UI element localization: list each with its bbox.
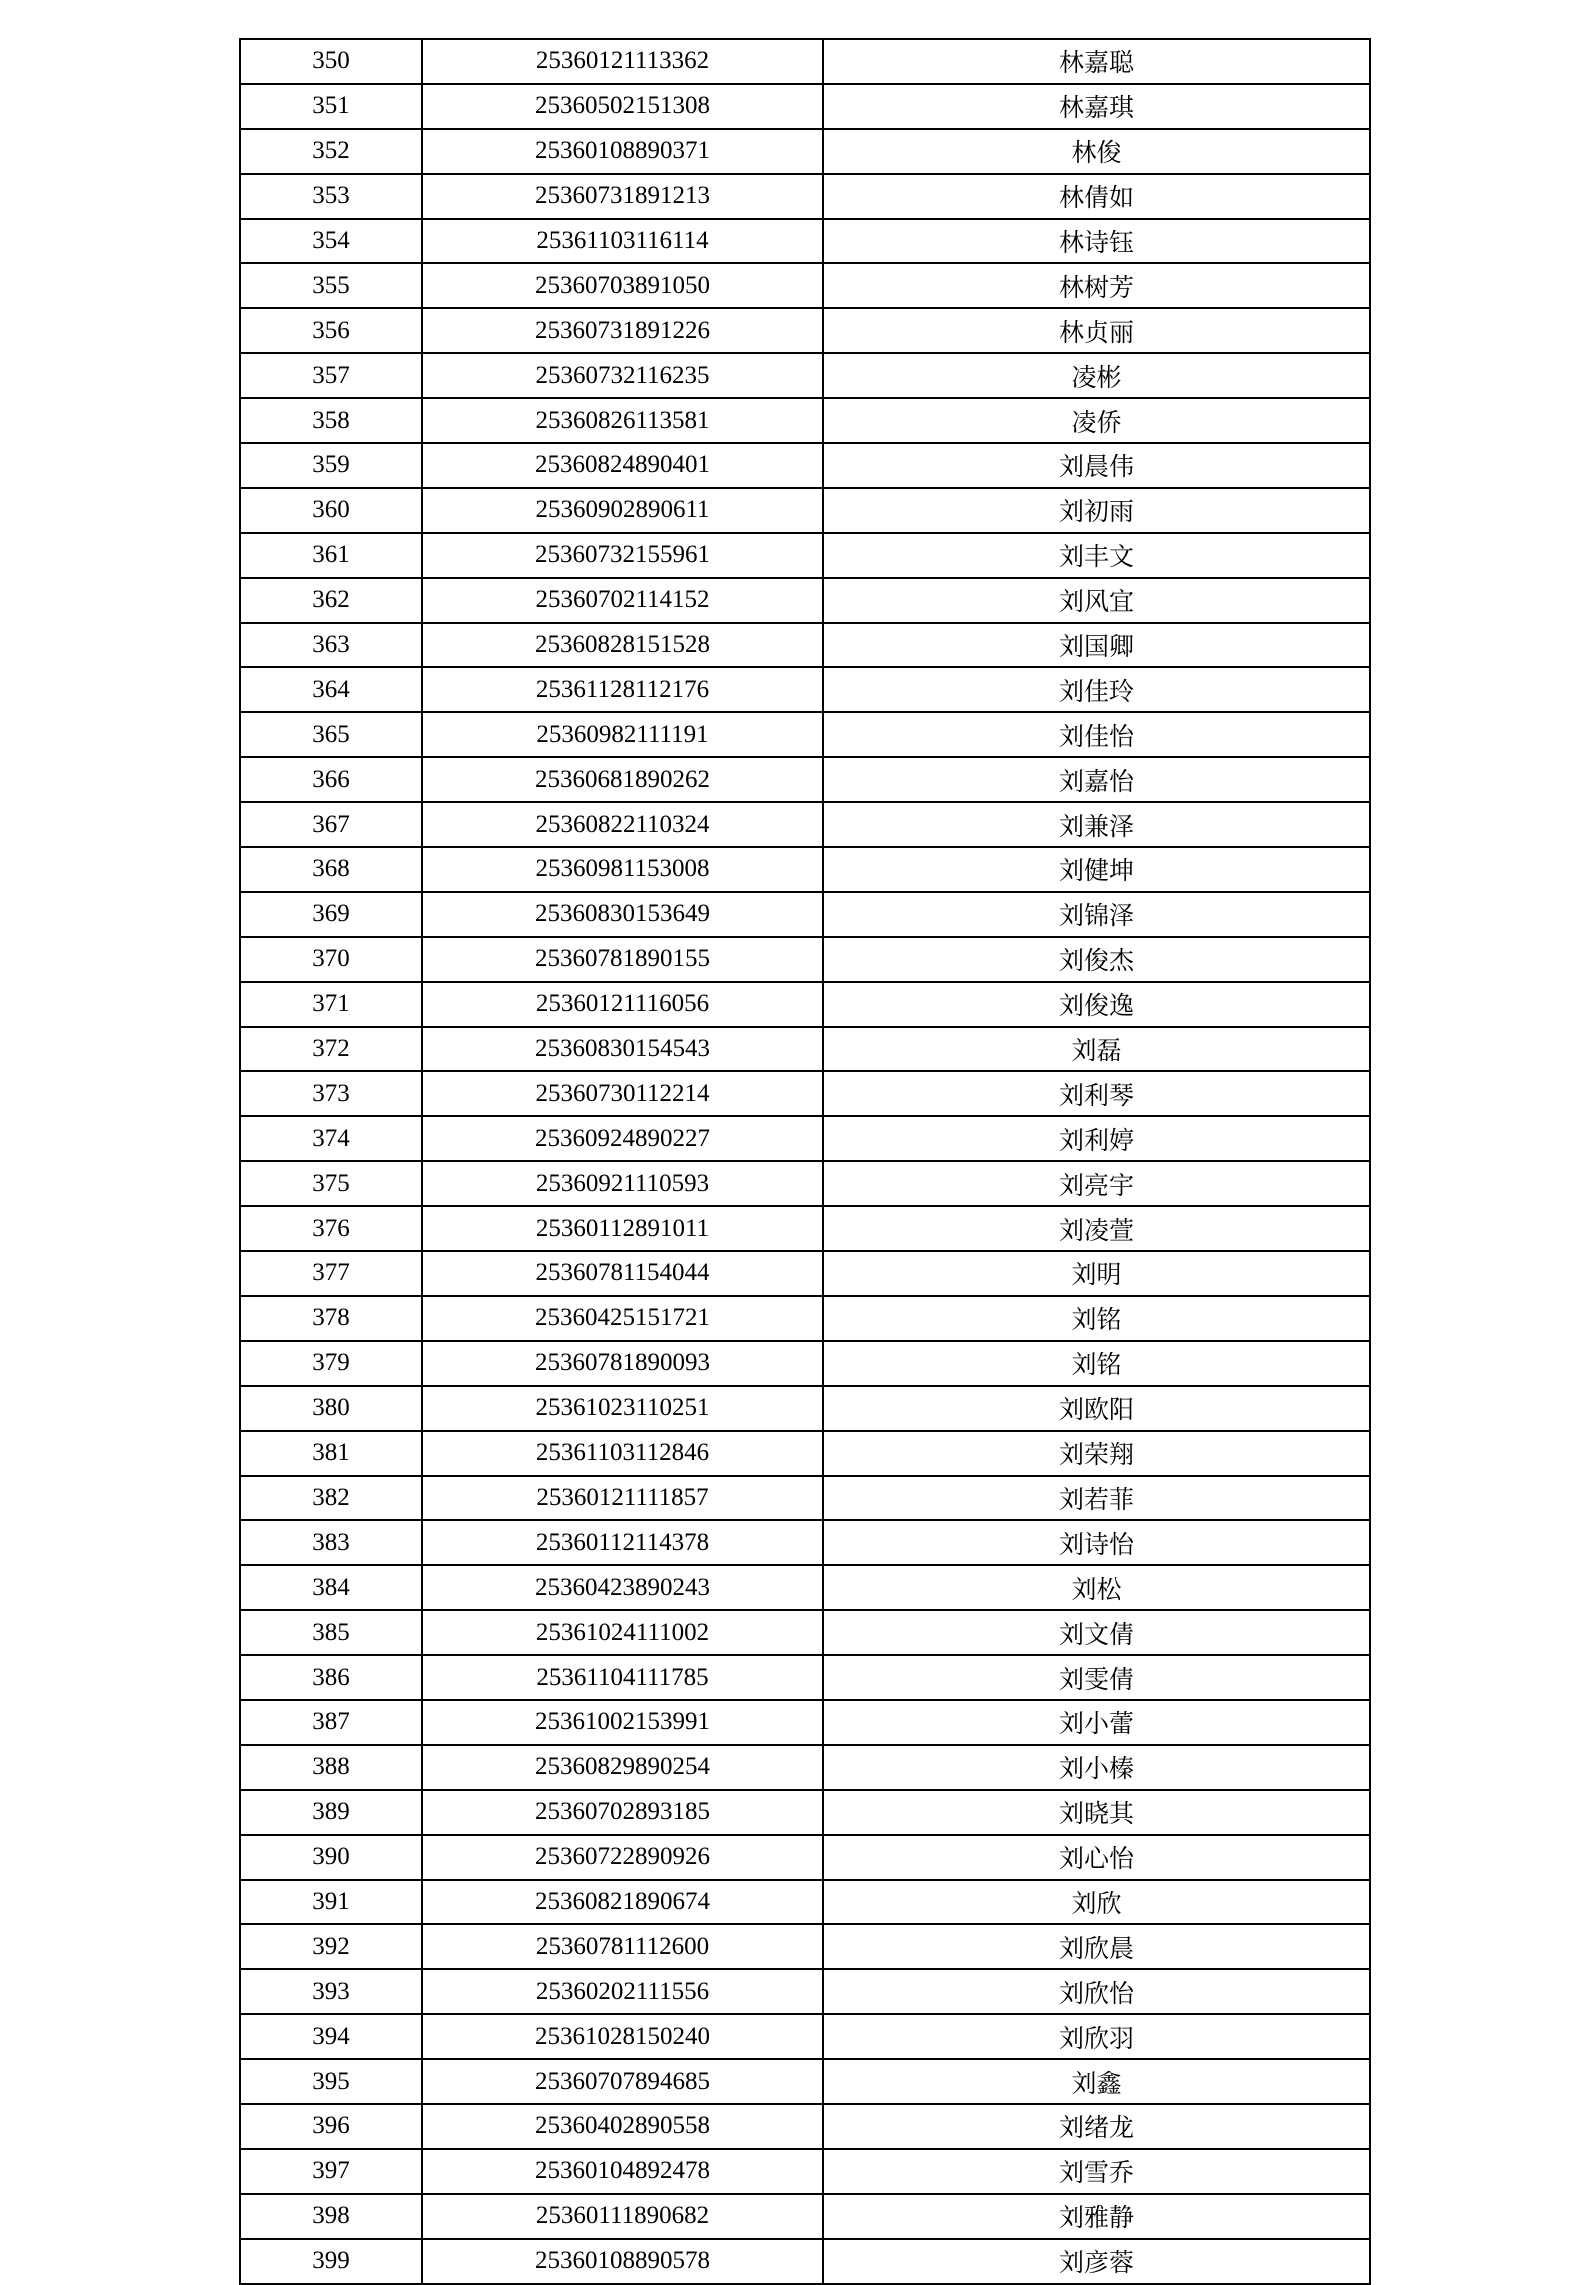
exam-number-cell: 25361128112176 — [422, 667, 823, 712]
candidate-name-cell: 刘俊杰 — [823, 937, 1370, 982]
table-row — [240, 1476, 1370, 1521]
table-row — [240, 2014, 1370, 2059]
row-number-cell: 367 — [240, 802, 422, 847]
exam-number-cell: 25360781112600 — [422, 1924, 823, 1969]
table-row — [240, 757, 1370, 802]
row-number-cell: 365 — [240, 712, 422, 757]
row-number-cell: 369 — [240, 892, 422, 937]
table-row — [240, 129, 1370, 174]
table-row — [240, 1880, 1370, 1925]
table-row — [240, 1027, 1370, 1072]
table-row — [240, 1116, 1370, 1161]
exam-number-cell: 25360707894685 — [422, 2059, 823, 2104]
exam-number-cell: 25360402890558 — [422, 2104, 823, 2149]
candidate-name-cell: 刘佳玲 — [823, 667, 1370, 712]
row-number-cell: 399 — [240, 2239, 422, 2284]
row-number-cell: 383 — [240, 1520, 422, 1565]
candidate-name-cell: 刘雅静 — [823, 2194, 1370, 2239]
table-row — [240, 2149, 1370, 2194]
row-number-cell: 371 — [240, 982, 422, 1027]
candidate-name-cell: 林贞丽 — [823, 308, 1370, 353]
candidate-name-cell: 刘磊 — [823, 1027, 1370, 1072]
candidate-name-cell: 刘明 — [823, 1251, 1370, 1296]
exam-number-cell: 25360702893185 — [422, 1790, 823, 1835]
row-number-cell: 357 — [240, 353, 422, 398]
exam-number-cell: 25360830153649 — [422, 892, 823, 937]
candidate-name-cell: 刘欣羽 — [823, 2014, 1370, 2059]
row-number-cell: 368 — [240, 847, 422, 892]
candidate-name-cell: 刘欣怡 — [823, 1969, 1370, 2014]
exam-number-cell: 25360121111857 — [422, 1476, 823, 1521]
table-row — [240, 2059, 1370, 2104]
exam-number-cell: 25360921110593 — [422, 1161, 823, 1206]
candidate-name-cell: 刘国卿 — [823, 623, 1370, 668]
row-number-cell: 396 — [240, 2104, 422, 2149]
candidate-name-cell: 凌彬 — [823, 353, 1370, 398]
exam-number-cell: 25360731891213 — [422, 174, 823, 219]
exam-number-cell: 25360824890401 — [422, 443, 823, 488]
candidate-name-cell: 刘若菲 — [823, 1476, 1370, 1521]
table-row — [240, 802, 1370, 847]
row-number-cell: 390 — [240, 1835, 422, 1880]
table-row — [240, 1431, 1370, 1476]
row-number-cell: 358 — [240, 398, 422, 443]
exam-number-cell: 25360830154543 — [422, 1027, 823, 1072]
candidate-name-cell: 林嘉聪 — [823, 39, 1370, 84]
candidate-name-cell: 刘松 — [823, 1565, 1370, 1610]
exam-number-cell: 25360732155961 — [422, 533, 823, 578]
exam-number-cell: 25361028150240 — [422, 2014, 823, 2059]
exam-number-cell: 25360112114378 — [422, 1520, 823, 1565]
table-row — [240, 1610, 1370, 1655]
candidate-name-cell: 刘初雨 — [823, 488, 1370, 533]
candidate-name-cell: 刘欧阳 — [823, 1386, 1370, 1431]
exam-number-cell: 25360822110324 — [422, 802, 823, 847]
table-row — [240, 982, 1370, 1027]
exam-number-cell: 25360829890254 — [422, 1745, 823, 1790]
exam-number-cell: 25361023110251 — [422, 1386, 823, 1431]
row-number-cell: 389 — [240, 1790, 422, 1835]
candidate-name-cell: 刘小蕾 — [823, 1700, 1370, 1745]
row-number-cell: 374 — [240, 1116, 422, 1161]
candidate-name-cell: 林诗钰 — [823, 219, 1370, 264]
exam-number-cell: 25360425151721 — [422, 1296, 823, 1341]
table-row — [240, 1655, 1370, 1700]
row-number-cell: 363 — [240, 623, 422, 668]
exam-number-cell: 25360781890155 — [422, 937, 823, 982]
row-number-cell: 392 — [240, 1924, 422, 1969]
table-row — [240, 1745, 1370, 1790]
table-row — [240, 1520, 1370, 1565]
table-row — [240, 488, 1370, 533]
row-number-cell: 354 — [240, 219, 422, 264]
row-number-cell: 364 — [240, 667, 422, 712]
candidate-roster-table — [239, 38, 1371, 2285]
row-number-cell: 388 — [240, 1745, 422, 1790]
candidate-name-cell: 刘锦泽 — [823, 892, 1370, 937]
table-row — [240, 1251, 1370, 1296]
row-number-cell: 372 — [240, 1027, 422, 1072]
exam-number-cell: 25360828151528 — [422, 623, 823, 668]
candidate-name-cell: 刘兼泽 — [823, 802, 1370, 847]
exam-number-cell: 25360982111191 — [422, 712, 823, 757]
table-row — [240, 533, 1370, 578]
row-number-cell: 384 — [240, 1565, 422, 1610]
candidate-name-cell: 刘佳怡 — [823, 712, 1370, 757]
exam-number-cell: 25361024111002 — [422, 1610, 823, 1655]
exam-number-cell: 25360423890243 — [422, 1565, 823, 1610]
table-row — [240, 578, 1370, 623]
row-number-cell: 353 — [240, 174, 422, 219]
exam-number-cell: 25360502151308 — [422, 84, 823, 129]
candidate-name-cell: 刘小榛 — [823, 1745, 1370, 1790]
table-row — [240, 1296, 1370, 1341]
table-row — [240, 1969, 1370, 2014]
row-number-cell: 362 — [240, 578, 422, 623]
candidate-name-cell: 凌侨 — [823, 398, 1370, 443]
candidate-name-cell: 刘晨伟 — [823, 443, 1370, 488]
row-number-cell: 397 — [240, 2149, 422, 2194]
table-row — [240, 1924, 1370, 1969]
exam-number-cell: 25360108890578 — [422, 2239, 823, 2284]
row-number-cell: 385 — [240, 1610, 422, 1655]
exam-number-cell: 25360104892478 — [422, 2149, 823, 2194]
row-number-cell: 377 — [240, 1251, 422, 1296]
exam-number-cell: 25360112891011 — [422, 1206, 823, 1251]
exam-number-cell: 25360121113362 — [422, 39, 823, 84]
candidate-name-cell: 刘风宜 — [823, 578, 1370, 623]
exam-number-cell: 25360202111556 — [422, 1969, 823, 2014]
exam-number-cell: 25360902890611 — [422, 488, 823, 533]
table-row — [240, 1071, 1370, 1116]
row-number-cell: 378 — [240, 1296, 422, 1341]
table-row — [240, 937, 1370, 982]
table-row — [240, 39, 1370, 84]
candidate-name-cell: 刘心怡 — [823, 1835, 1370, 1880]
candidate-name-cell: 刘绪龙 — [823, 2104, 1370, 2149]
exam-number-cell: 25360108890371 — [422, 129, 823, 174]
candidate-name-cell: 刘铭 — [823, 1296, 1370, 1341]
table-row — [240, 2239, 1370, 2284]
table-row — [240, 353, 1370, 398]
table-row — [240, 263, 1370, 308]
candidate-name-cell: 刘诗怡 — [823, 1520, 1370, 1565]
row-number-cell: 393 — [240, 1969, 422, 2014]
candidate-name-cell: 林俊 — [823, 129, 1370, 174]
exam-number-cell: 25360121116056 — [422, 982, 823, 1027]
row-number-cell: 356 — [240, 308, 422, 353]
candidate-name-cell: 刘健坤 — [823, 847, 1370, 892]
candidate-name-cell: 刘亮宇 — [823, 1161, 1370, 1206]
row-number-cell: 366 — [240, 757, 422, 802]
row-number-cell: 387 — [240, 1700, 422, 1745]
row-number-cell: 361 — [240, 533, 422, 578]
exam-number-cell: 25360702114152 — [422, 578, 823, 623]
table-row — [240, 1790, 1370, 1835]
candidate-name-cell: 刘欣晨 — [823, 1924, 1370, 1969]
table-row — [240, 847, 1370, 892]
candidate-name-cell: 刘丰文 — [823, 533, 1370, 578]
candidate-name-cell: 刘欣 — [823, 1880, 1370, 1925]
exam-number-cell: 25361103116114 — [422, 219, 823, 264]
table-row — [240, 1700, 1370, 1745]
candidate-name-cell: 刘铭 — [823, 1341, 1370, 1386]
row-number-cell: 352 — [240, 129, 422, 174]
row-number-cell: 350 — [240, 39, 422, 84]
table-row — [240, 2194, 1370, 2239]
candidate-name-cell: 刘雯倩 — [823, 1655, 1370, 1700]
candidate-name-cell: 刘俊逸 — [823, 982, 1370, 1027]
exam-number-cell: 25360681890262 — [422, 757, 823, 802]
exam-number-cell: 25360924890227 — [422, 1116, 823, 1161]
exam-number-cell: 25360821890674 — [422, 1880, 823, 1925]
table-row — [240, 1835, 1370, 1880]
row-number-cell: 376 — [240, 1206, 422, 1251]
exam-number-cell: 25361104111785 — [422, 1655, 823, 1700]
table-row — [240, 308, 1370, 353]
candidate-name-cell: 刘嘉怡 — [823, 757, 1370, 802]
candidate-name-cell: 刘晓其 — [823, 1790, 1370, 1835]
exam-number-cell: 25360703891050 — [422, 263, 823, 308]
table-row — [240, 667, 1370, 712]
exam-number-cell: 25360730112214 — [422, 1071, 823, 1116]
candidate-name-cell: 林倩如 — [823, 174, 1370, 219]
row-number-cell: 360 — [240, 488, 422, 533]
candidate-name-cell: 林嘉琪 — [823, 84, 1370, 129]
row-number-cell: 359 — [240, 443, 422, 488]
table-row — [240, 1341, 1370, 1386]
table-row — [240, 892, 1370, 937]
row-number-cell: 379 — [240, 1341, 422, 1386]
candidate-name-cell: 刘鑫 — [823, 2059, 1370, 2104]
row-number-cell: 370 — [240, 937, 422, 982]
exam-number-cell: 25361002153991 — [422, 1700, 823, 1745]
table-row — [240, 84, 1370, 129]
candidate-name-cell: 刘荣翔 — [823, 1431, 1370, 1476]
table-row — [240, 712, 1370, 757]
row-number-cell: 394 — [240, 2014, 422, 2059]
table-row — [240, 2104, 1370, 2149]
row-number-cell: 381 — [240, 1431, 422, 1476]
candidate-name-cell: 刘凌萱 — [823, 1206, 1370, 1251]
table-row — [240, 1161, 1370, 1206]
table-row — [240, 398, 1370, 443]
table-row — [240, 1206, 1370, 1251]
row-number-cell: 380 — [240, 1386, 422, 1431]
candidate-name-cell: 刘利琴 — [823, 1071, 1370, 1116]
exam-number-cell: 25360722890926 — [422, 1835, 823, 1880]
row-number-cell: 355 — [240, 263, 422, 308]
candidate-name-cell: 刘雪乔 — [823, 2149, 1370, 2194]
exam-number-cell: 25360826113581 — [422, 398, 823, 443]
table-row — [240, 219, 1370, 264]
table-row — [240, 443, 1370, 488]
table-row — [240, 174, 1370, 219]
row-number-cell: 382 — [240, 1476, 422, 1521]
exam-number-cell: 25360732116235 — [422, 353, 823, 398]
row-number-cell: 395 — [240, 2059, 422, 2104]
exam-number-cell: 25360111890682 — [422, 2194, 823, 2239]
exam-number-cell: 25360781154044 — [422, 1251, 823, 1296]
row-number-cell: 398 — [240, 2194, 422, 2239]
table-row — [240, 623, 1370, 668]
candidate-name-cell: 刘利婷 — [823, 1116, 1370, 1161]
table-row — [240, 1565, 1370, 1610]
row-number-cell: 351 — [240, 84, 422, 129]
table-row — [240, 1386, 1370, 1431]
candidate-name-cell: 刘彦蓉 — [823, 2239, 1370, 2284]
candidate-name-cell: 刘文倩 — [823, 1610, 1370, 1655]
row-number-cell: 375 — [240, 1161, 422, 1206]
exam-number-cell: 25360981153008 — [422, 847, 823, 892]
exam-number-cell: 25360731891226 — [422, 308, 823, 353]
candidate-name-cell: 林树芳 — [823, 263, 1370, 308]
roster-table-body — [240, 39, 1370, 2284]
exam-number-cell: 25361103112846 — [422, 1431, 823, 1476]
row-number-cell: 391 — [240, 1880, 422, 1925]
row-number-cell: 386 — [240, 1655, 422, 1700]
row-number-cell: 373 — [240, 1071, 422, 1116]
exam-number-cell: 25360781890093 — [422, 1341, 823, 1386]
